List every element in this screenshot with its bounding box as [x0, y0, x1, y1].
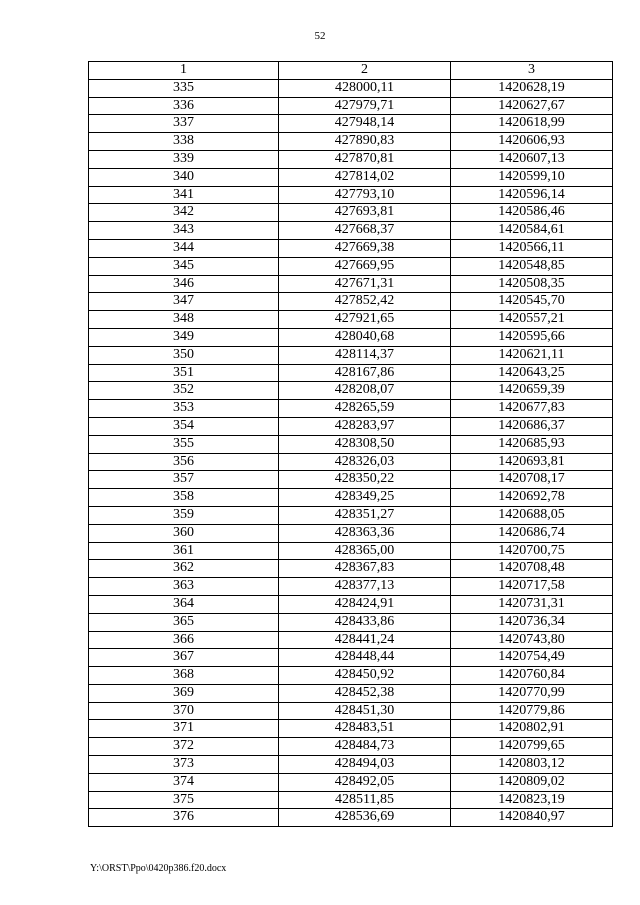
- cell-x-coordinate: 428265,59: [279, 400, 451, 418]
- table-row: [89, 613, 613, 631]
- cell-y-coordinate: 1420717,58: [451, 578, 613, 596]
- cell-y-coordinate: 1420802,91: [451, 720, 613, 738]
- cell-x-coordinate: 428483,51: [279, 720, 451, 738]
- cell-y-coordinate: 1420736,34: [451, 613, 613, 631]
- document-file-path: Y:\ORST\Ppo\0420p386.f20.docx: [90, 863, 227, 874]
- cell-x-coordinate: 427693,81: [279, 204, 451, 222]
- cell-point-number: 351: [89, 364, 279, 382]
- cell-x-coordinate: 428441,24: [279, 631, 451, 649]
- cell-point-number: 375: [89, 791, 279, 809]
- cell-x-coordinate: 428433,86: [279, 613, 451, 631]
- cell-y-coordinate: 1420618,99: [451, 115, 613, 133]
- cell-y-coordinate: 1420685,93: [451, 435, 613, 453]
- column-header-x-coordinate: 2: [279, 62, 451, 80]
- cell-y-coordinate: 1420770,99: [451, 684, 613, 702]
- cell-point-number: 365: [89, 613, 279, 631]
- cell-point-number: 368: [89, 667, 279, 685]
- cell-x-coordinate: 428326,03: [279, 453, 451, 471]
- cell-x-coordinate: 428283,97: [279, 417, 451, 435]
- cell-x-coordinate: 427793,10: [279, 186, 451, 204]
- table-row: [89, 684, 613, 702]
- cell-x-coordinate: 428308,50: [279, 435, 451, 453]
- cell-x-coordinate: 428424,91: [279, 595, 451, 613]
- cell-x-coordinate: 428208,07: [279, 382, 451, 400]
- cell-point-number: 355: [89, 435, 279, 453]
- cell-point-number: 366: [89, 631, 279, 649]
- cell-y-coordinate: 1420809,02: [451, 773, 613, 791]
- cell-x-coordinate: 428511,85: [279, 791, 451, 809]
- cell-point-number: 354: [89, 417, 279, 435]
- cell-x-coordinate: 427921,65: [279, 311, 451, 329]
- cell-y-coordinate: 1420607,13: [451, 150, 613, 168]
- cell-y-coordinate: 1420799,65: [451, 738, 613, 756]
- cell-y-coordinate: 1420692,78: [451, 489, 613, 507]
- table-row: [89, 560, 613, 578]
- cell-y-coordinate: 1420823,19: [451, 791, 613, 809]
- cell-y-coordinate: 1420760,84: [451, 667, 613, 685]
- cell-point-number: 342: [89, 204, 279, 222]
- cell-y-coordinate: 1420659,39: [451, 382, 613, 400]
- table-row: [89, 150, 613, 168]
- cell-x-coordinate: 427890,83: [279, 133, 451, 151]
- table-row: [89, 133, 613, 151]
- cell-y-coordinate: 1420566,11: [451, 239, 613, 257]
- cell-y-coordinate: 1420596,14: [451, 186, 613, 204]
- cell-x-coordinate: 427979,71: [279, 97, 451, 115]
- cell-point-number: 373: [89, 756, 279, 774]
- cell-point-number: 348: [89, 311, 279, 329]
- cell-point-number: 347: [89, 293, 279, 311]
- cell-y-coordinate: 1420586,46: [451, 204, 613, 222]
- cell-y-coordinate: 1420708,17: [451, 471, 613, 489]
- cell-y-coordinate: 1420779,86: [451, 702, 613, 720]
- cell-x-coordinate: 428367,83: [279, 560, 451, 578]
- cell-y-coordinate: 1420595,66: [451, 328, 613, 346]
- cell-y-coordinate: 1420803,12: [451, 756, 613, 774]
- table-row: [89, 364, 613, 382]
- cell-point-number: 370: [89, 702, 279, 720]
- cell-x-coordinate: 428451,30: [279, 702, 451, 720]
- cell-y-coordinate: 1420686,74: [451, 524, 613, 542]
- table-row: [89, 595, 613, 613]
- cell-x-coordinate: 428351,27: [279, 506, 451, 524]
- cell-x-coordinate: 428000,11: [279, 79, 451, 97]
- cell-point-number: 336: [89, 97, 279, 115]
- cell-y-coordinate: 1420731,31: [451, 595, 613, 613]
- cell-point-number: 369: [89, 684, 279, 702]
- table-row: [89, 649, 613, 667]
- cell-y-coordinate: 1420628,19: [451, 79, 613, 97]
- table-header-row: [89, 62, 613, 80]
- table-row: [89, 328, 613, 346]
- cell-point-number: 341: [89, 186, 279, 204]
- table-row: [89, 275, 613, 293]
- coordinates-table: [88, 61, 613, 827]
- cell-y-coordinate: 1420708,48: [451, 560, 613, 578]
- cell-x-coordinate: 428349,25: [279, 489, 451, 507]
- cell-y-coordinate: 1420700,75: [451, 542, 613, 560]
- table-row: [89, 542, 613, 560]
- cell-point-number: 364: [89, 595, 279, 613]
- column-header-y-coordinate: 3: [451, 62, 613, 80]
- cell-x-coordinate: 428363,36: [279, 524, 451, 542]
- cell-x-coordinate: 428167,86: [279, 364, 451, 382]
- cell-point-number: 353: [89, 400, 279, 418]
- table-row: [89, 79, 613, 97]
- cell-x-coordinate: 428377,13: [279, 578, 451, 596]
- cell-point-number: 338: [89, 133, 279, 151]
- cell-x-coordinate: 428365,00: [279, 542, 451, 560]
- table-row: [89, 400, 613, 418]
- table-body: [89, 79, 613, 826]
- cell-point-number: 363: [89, 578, 279, 596]
- page-number: 52: [314, 30, 326, 42]
- table-row: [89, 524, 613, 542]
- cell-y-coordinate: 1420545,70: [451, 293, 613, 311]
- table-row: [89, 115, 613, 133]
- cell-point-number: 339: [89, 150, 279, 168]
- cell-point-number: 356: [89, 453, 279, 471]
- cell-point-number: 350: [89, 346, 279, 364]
- cell-x-coordinate: 428484,73: [279, 738, 451, 756]
- cell-y-coordinate: 1420686,37: [451, 417, 613, 435]
- cell-y-coordinate: 1420599,10: [451, 168, 613, 186]
- table-row: [89, 186, 613, 204]
- table-row: [89, 506, 613, 524]
- cell-point-number: 367: [89, 649, 279, 667]
- cell-y-coordinate: 1420677,83: [451, 400, 613, 418]
- cell-y-coordinate: 1420688,05: [451, 506, 613, 524]
- table-row: [89, 311, 613, 329]
- table-row: [89, 168, 613, 186]
- cell-y-coordinate: 1420621,11: [451, 346, 613, 364]
- cell-point-number: 344: [89, 239, 279, 257]
- table-row: [89, 382, 613, 400]
- table-row: [89, 631, 613, 649]
- cell-x-coordinate: 427671,31: [279, 275, 451, 293]
- cell-point-number: 359: [89, 506, 279, 524]
- table-row: [89, 773, 613, 791]
- table-row: [89, 293, 613, 311]
- table-row: [89, 204, 613, 222]
- table-row: [89, 578, 613, 596]
- table-row: [89, 756, 613, 774]
- cell-x-coordinate: 428040,68: [279, 328, 451, 346]
- table-row: [89, 702, 613, 720]
- cell-point-number: 362: [89, 560, 279, 578]
- cell-y-coordinate: 1420627,67: [451, 97, 613, 115]
- cell-x-coordinate: 428494,03: [279, 756, 451, 774]
- cell-point-number: 376: [89, 809, 279, 827]
- cell-y-coordinate: 1420548,85: [451, 257, 613, 275]
- table-row: [89, 489, 613, 507]
- cell-y-coordinate: 1420743,80: [451, 631, 613, 649]
- table-row: [89, 239, 613, 257]
- cell-point-number: 372: [89, 738, 279, 756]
- cell-x-coordinate: 427669,95: [279, 257, 451, 275]
- cell-x-coordinate: 427669,38: [279, 239, 451, 257]
- cell-point-number: 374: [89, 773, 279, 791]
- cell-y-coordinate: 1420508,35: [451, 275, 613, 293]
- cell-point-number: 371: [89, 720, 279, 738]
- table-row: [89, 97, 613, 115]
- table-row: [89, 809, 613, 827]
- cell-y-coordinate: 1420606,93: [451, 133, 613, 151]
- cell-point-number: 346: [89, 275, 279, 293]
- cell-x-coordinate: 428448,44: [279, 649, 451, 667]
- cell-x-coordinate: 428536,69: [279, 809, 451, 827]
- table-row: [89, 791, 613, 809]
- table-row: [89, 222, 613, 240]
- cell-y-coordinate: 1420693,81: [451, 453, 613, 471]
- cell-y-coordinate: 1420754,49: [451, 649, 613, 667]
- table-row: [89, 346, 613, 364]
- cell-x-coordinate: 428114,37: [279, 346, 451, 364]
- cell-point-number: 335: [89, 79, 279, 97]
- cell-x-coordinate: 427852,42: [279, 293, 451, 311]
- table-row: [89, 720, 613, 738]
- table-row: [89, 453, 613, 471]
- cell-point-number: 357: [89, 471, 279, 489]
- column-header-point-number: 1: [89, 62, 279, 80]
- table-row: [89, 257, 613, 275]
- table-row: [89, 471, 613, 489]
- table-row: [89, 435, 613, 453]
- cell-point-number: 345: [89, 257, 279, 275]
- cell-x-coordinate: 428350,22: [279, 471, 451, 489]
- cell-x-coordinate: 427870,81: [279, 150, 451, 168]
- cell-x-coordinate: 428450,92: [279, 667, 451, 685]
- cell-point-number: 361: [89, 542, 279, 560]
- cell-point-number: 349: [89, 328, 279, 346]
- cell-y-coordinate: 1420840,97: [451, 809, 613, 827]
- cell-x-coordinate: 428492,05: [279, 773, 451, 791]
- cell-y-coordinate: 1420643,25: [451, 364, 613, 382]
- cell-point-number: 340: [89, 168, 279, 186]
- cell-point-number: 352: [89, 382, 279, 400]
- table-row: [89, 738, 613, 756]
- cell-x-coordinate: 427814,02: [279, 168, 451, 186]
- cell-x-coordinate: 427668,37: [279, 222, 451, 240]
- table-row: [89, 417, 613, 435]
- cell-point-number: 337: [89, 115, 279, 133]
- cell-point-number: 360: [89, 524, 279, 542]
- cell-x-coordinate: 428452,38: [279, 684, 451, 702]
- cell-point-number: 343: [89, 222, 279, 240]
- cell-point-number: 358: [89, 489, 279, 507]
- cell-y-coordinate: 1420557,21: [451, 311, 613, 329]
- cell-y-coordinate: 1420584,61: [451, 222, 613, 240]
- cell-x-coordinate: 427948,14: [279, 115, 451, 133]
- table-row: [89, 667, 613, 685]
